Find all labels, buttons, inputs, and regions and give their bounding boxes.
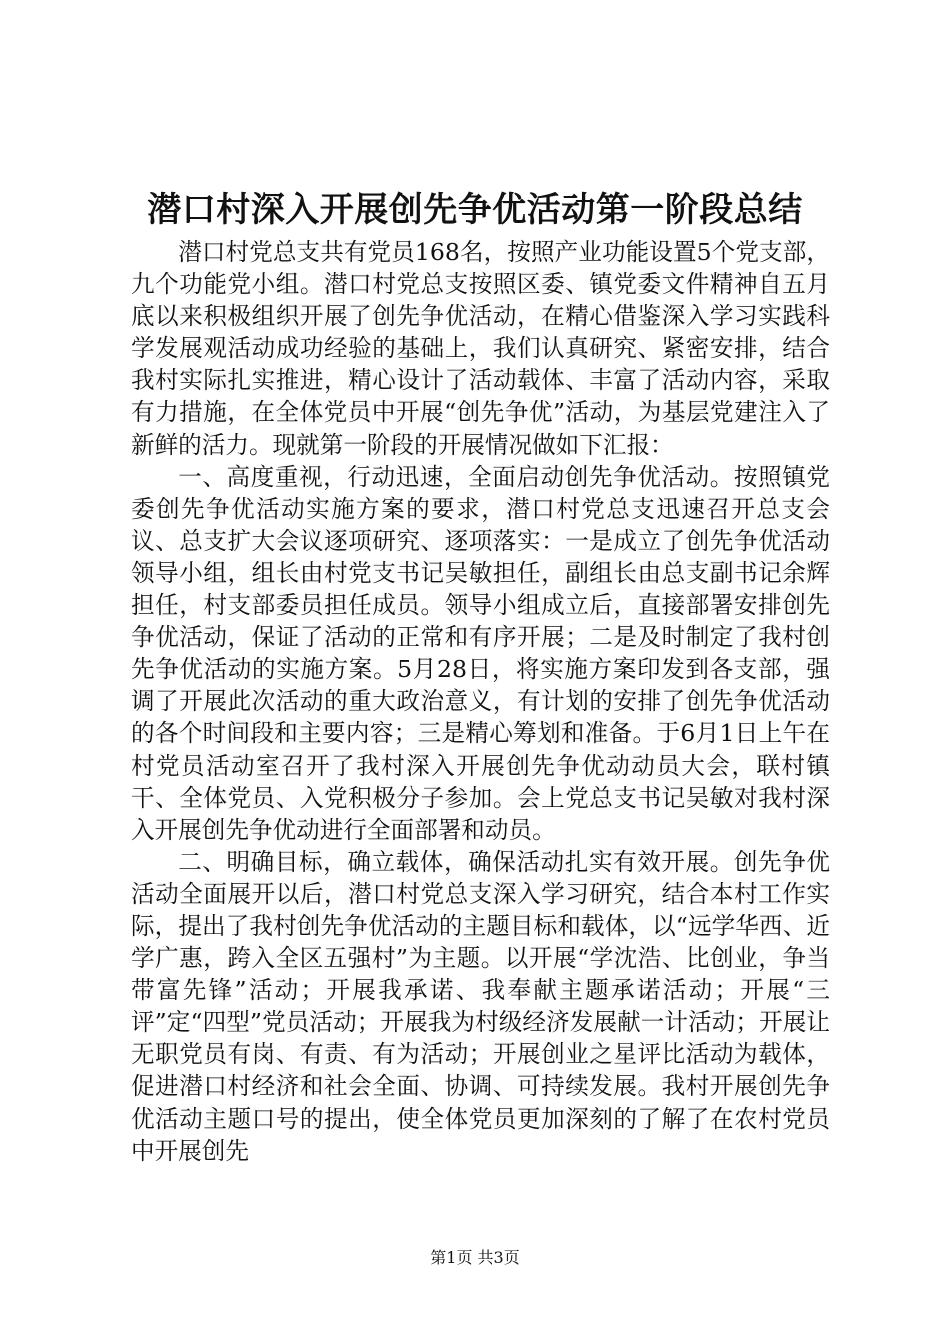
paragraph-section-one: 一、高度重视，行动迅速，全面启动创先争优活动。按照镇党委创先争优活动实施方案的要求，潜口村党总支迅速召开总支会议、总支扩大会议逐项研究、逐项落实：一是成立了创先争优活动领导小组，组长由村党支书记吴敏担任，副组长由总支副书记余辉担任，村支部委员担任成员。领导小组成立后，直接部署安排创先争优活动，保证了活动的正常和有序开展；二是及时制定了我村创先争优活动的实施方案。5月28日，将实施方案印发到各支部，强调了开展此次活动的重大政治意义，有计划的安排了创先争优活动的各个时间段和主要内容；三是精心筹划和准备。于6月1日上午在村党员活动室召开了我村深入开展创先争优动动员大会，联村镇干、全体党员、入党积极分子参加。会上党总支书记吴敏对我村深入开展创先争优动进行全面部署和动员。 xyxy=(131,462,830,844)
document-title: 潜口村深入开展创先争优活动第一阶段总结 xyxy=(147,190,803,230)
paragraph-section-two: 二、明确目标，确立载体，确保活动扎实有效开展。创先争优活动全面展开以后，潜口村党总支深入学习研究，结合本村工作实际，提出了我村创先争优活动的主题目标和载体，以“远学华西、近学广惠，跨入全区五强村”为主题。以开展“学沈浩、比创业，争当带富先锋”活动；开展我承诺、我奉献主题承诺活动；开展“三评”定“四型”党员活动；开展我为村级经济发展献一计活动；开展让无职党员有岗、有责、有为活动；开展创业之星评比活动为载体，促进潜口村经济和社会全面、协调、可持续发展。我村开展创先争优活动主题口号的提出，使全体党员更加深刻的了解了在农村党员中开展创先 xyxy=(131,847,830,1165)
document-body xyxy=(131,236,830,1167)
paragraph-intro: 潜口村党总支共有党员168名，按照产业功能设置5个党支部，九个功能党小组。潜口村党总支按照区委、镇党委文件精神自五月底以来积极组织开展了创先争优活动，在精心借鉴深入学习实践科学发展观活动成功经验的基础上，我们认真研究、紧密安排，结合我村实际扎实推进，精心设计了活动载体、丰富了活动内容，采取有力措施，在全体党员中开展“创先争优”活动，为基层党建注入了新鲜的活力。现就第一阶段的开展情况做如下汇报： xyxy=(131,238,830,459)
page-number-footer: 第1页 共3页 xyxy=(430,1248,520,1267)
